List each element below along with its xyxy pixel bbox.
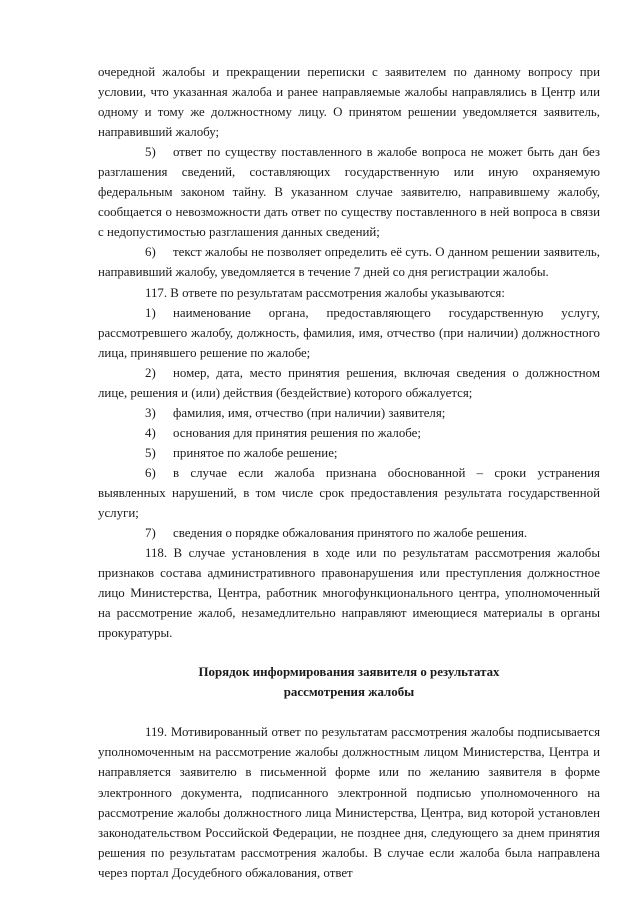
list-item-text: в случае если жалоба признана обоснованной – сроки устранения выявленных нарушений, в том числе срок предоставления результата государственной услуги; (98, 465, 600, 521)
list-item (98, 242, 600, 282)
list-item (98, 423, 600, 443)
paragraph: 119. Мотивированный ответ по результатам рассмотрения жалобы подписывается уполномоченным на рассмотрение жалобы должностным лицом Министерства, Центра и направляется заявителю в письменной форме или по желанию заявителя в форме электронного документа, подписанного электронной подписью уполномоченного на рассмотрение жалобы должностного лица Министерства, Центра, вид которой установлен законодательством Российской Федерации, не позднее дня, следующего за днем принятия решения по результатам рассмотрения жалобы. В случае если жалоба была направлена через портал Досудебного обжалования, ответ (98, 725, 600, 880)
section-heading-line: рассмотрения жалобы (283, 685, 415, 700)
list-item (98, 463, 600, 523)
list-item-text: сведения о порядке обжалования принятого по жалобе решения. (173, 526, 528, 541)
list-item-text: ответ по существу поставленного в жалобе вопроса не может быть дан без разглашения сведений, составляющих государственную или иную охраняемую федеральным законом тайну. В указанном случае заявителю, направившему жалобу, сообщается о невозможности дать ответ по существу поставленного в ней вопроса в связи с недопустимостью разглашения данных сведений; (98, 145, 600, 240)
section-heading (98, 662, 600, 702)
list-item-number: 7) (145, 526, 156, 541)
document-page (98, 62, 600, 883)
list-item-number: 6) (145, 465, 156, 480)
list-item (98, 403, 600, 423)
paragraph: 117. В ответе по результатам рассмотрения жалобы указываются: (145, 285, 505, 300)
list-item-text: основания для принятия решения по жалобе; (173, 425, 421, 440)
list-item-number: 2) (145, 365, 156, 380)
list-item (98, 142, 600, 242)
list-item-number: 5) (145, 145, 156, 160)
list-item (98, 363, 600, 403)
paragraph: 118. В случае установления в ходе или по результатам рассмотрения жалобы признаков состава административного правонарушения или преступления должностное лицо Министерства, Центра, работник многофункционального центра, уполномоченный на рассмотрение жалоб, незамедлительно направляют имеющиеся материалы в органы прокуратуры. (98, 546, 600, 641)
list-item-number: 1) (145, 305, 156, 320)
list-item-text: принятое по жалобе решение; (173, 445, 338, 460)
list-item-text: наименование органа, предоставляющего государственную услугу, рассмотревшего жалобу, должность, фамилия, имя, отчество (при наличии) должностного лица, принявшего решение по жалобе; (98, 305, 600, 360)
list-item (98, 303, 600, 363)
list-item-text: номер, дата, место принятия решения, включая сведения о должностном лице, решения и (или) действия (бездействие) которого обжалуется; (98, 365, 600, 400)
list-item-text: фамилия, имя, отчество (при наличии) заявителя; (173, 405, 446, 420)
list-item-number: 3) (145, 405, 156, 420)
list-item (98, 443, 600, 463)
list-item-number: 5) (145, 445, 156, 460)
list-item-number: 6) (145, 245, 156, 260)
list-item-text: текст жалобы не позволяет определить её суть. О данном решении заявитель, направивший жалобу, уведомляется в течение 7 дней со дня регистрации жалобы. (98, 245, 600, 280)
list-item-number: 4) (145, 425, 156, 440)
section-heading-line: Порядок информирования заявителя о результатах (198, 665, 500, 680)
paragraph: очередной жалобы и прекращении переписки с заявителем по данному вопросу при условии, что указанная жалоба и ранее направляемые жалобы направлялись в Центр или одному и тому же должностному лицу. О принятом решении уведомляется заявитель, направивший жалобу; (98, 65, 600, 140)
list-item (98, 523, 600, 543)
